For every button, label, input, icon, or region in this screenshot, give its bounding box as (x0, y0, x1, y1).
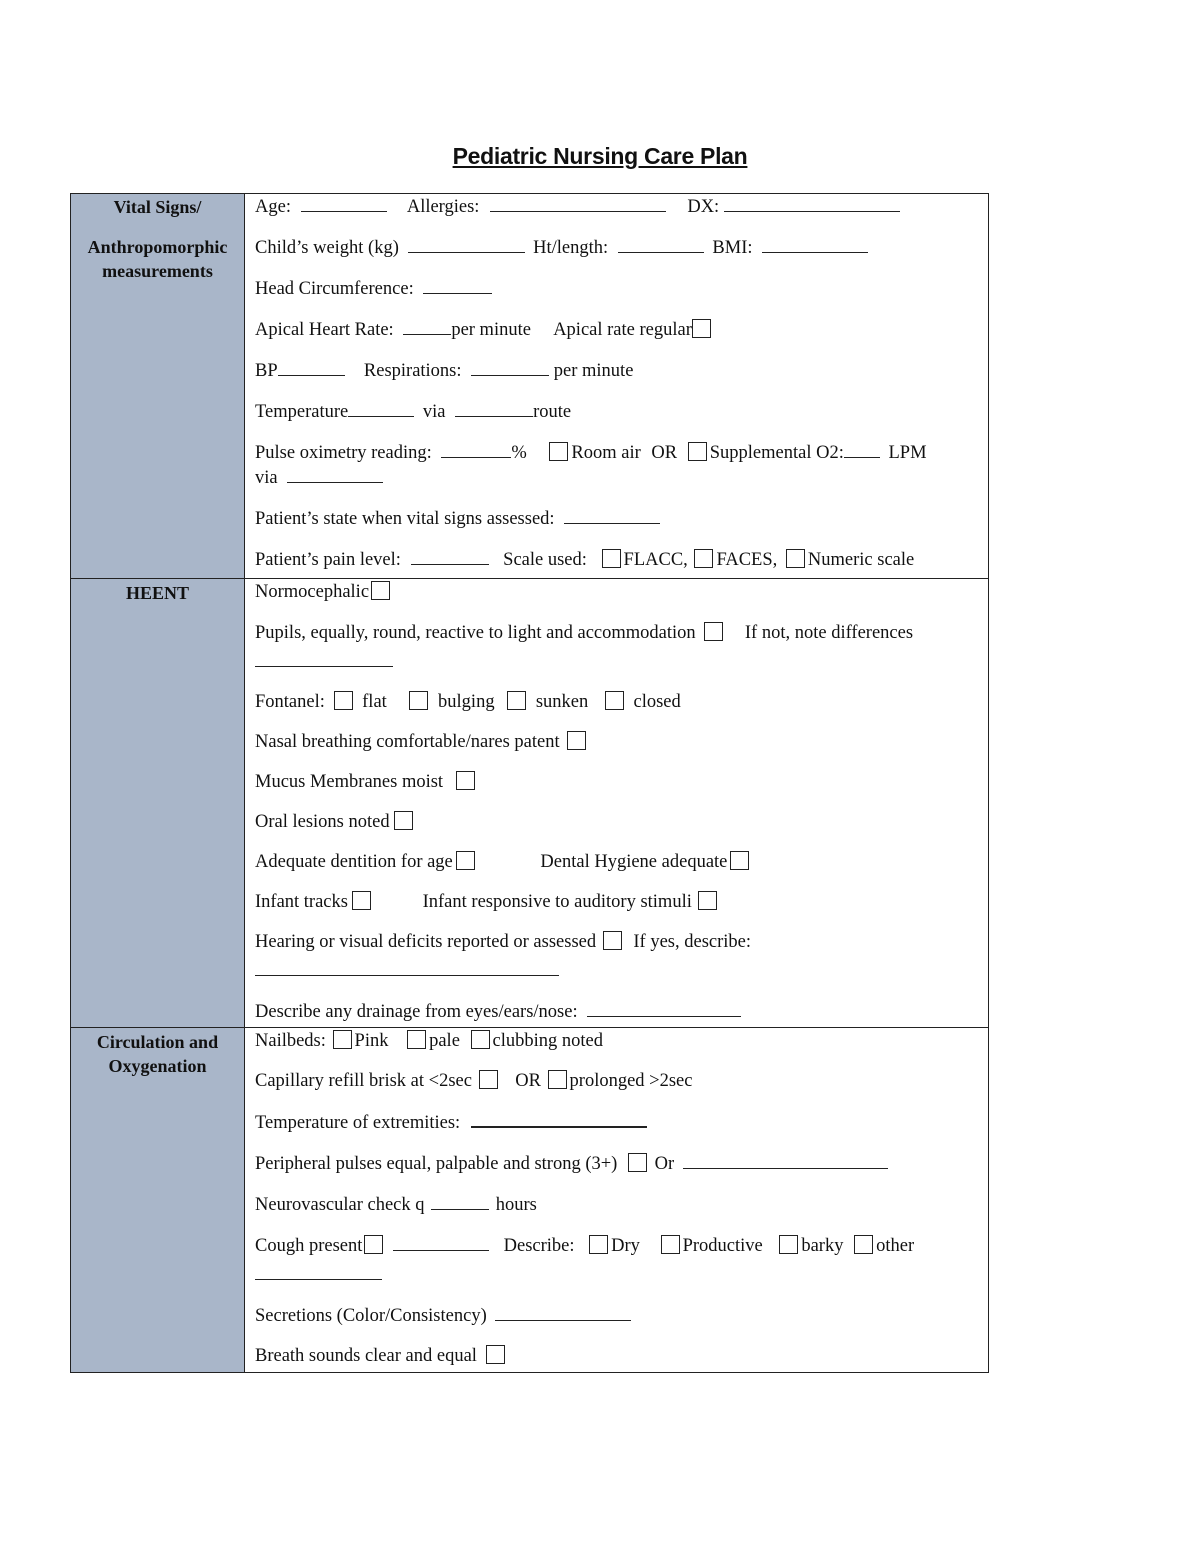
cough-other-checkbox[interactable] (854, 1235, 873, 1254)
dental-hygiene-checkbox[interactable] (730, 851, 749, 870)
weight-label: Child’s weight (kg) (255, 238, 399, 258)
drainage-field[interactable] (587, 999, 741, 1017)
section-content-circulation (245, 1028, 989, 1373)
neurovascular-label: Neurovascular check q (255, 1195, 425, 1215)
nailbeds-label: Nailbeds: (255, 1031, 326, 1051)
mucus-membranes-checkbox[interactable] (456, 771, 475, 790)
nasal-breathing-label: Nasal breathing comfortable/nares patent (255, 732, 560, 752)
fontanel-closed-label: closed (633, 692, 681, 712)
patient-state-field[interactable] (564, 506, 660, 524)
head-circumference-label: Head Circumference: (255, 279, 414, 299)
fontanel-sunken-checkbox[interactable] (507, 691, 526, 710)
bp-field[interactable] (278, 358, 345, 376)
fontanel-bulging-checkbox[interactable] (409, 691, 428, 710)
section-content-vital-signs (245, 194, 989, 579)
oral-lesions-checkbox[interactable] (394, 811, 413, 830)
secretions-field[interactable] (495, 1303, 631, 1321)
cough-productive-label: Productive (682, 1236, 763, 1256)
age-field[interactable] (301, 194, 387, 212)
nailbeds-clubbing-label: clubbing noted (492, 1031, 603, 1051)
cough-other-label: other (876, 1236, 915, 1256)
if-yes-label: If yes, describe: (633, 932, 752, 952)
supplemental-via-field[interactable] (287, 465, 383, 483)
peripheral-other-field[interactable] (683, 1151, 888, 1169)
drainage-label: Describe any drainage from eyes/ears/nose: (255, 1002, 578, 1022)
infant-tracks-label: Infant tracks (255, 892, 348, 912)
section-label-heent (71, 579, 245, 1028)
cough-checkbox[interactable] (364, 1235, 383, 1254)
temperature-label: Temperature (255, 402, 349, 422)
section-heent (71, 579, 989, 1028)
section-content-heent (245, 579, 989, 1028)
cough-other-field[interactable] (255, 1262, 382, 1280)
dentition-label: Adequate dentition for age (255, 852, 453, 872)
pulse-ox-label: Pulse oximetry reading: (255, 443, 432, 463)
temperature-field[interactable] (348, 399, 414, 417)
faces-checkbox[interactable] (694, 549, 713, 568)
pulse-ox-field[interactable] (441, 440, 511, 458)
numeric-scale-checkbox[interactable] (786, 549, 805, 568)
via-label-2: via (255, 468, 278, 488)
nailbeds-clubbing-checkbox[interactable] (471, 1030, 490, 1049)
label-heent: HEENT (125, 583, 190, 603)
fontanel-flat-label: flat (362, 692, 387, 712)
secretions-label: Secretions (Color/Consistency) (255, 1306, 487, 1326)
room-air-label: Room air (571, 443, 641, 463)
nasal-breathing-checkbox[interactable] (567, 731, 586, 750)
page-title: Pediatric Nursing Care Plan (452, 143, 748, 169)
head-circumference-field[interactable] (423, 276, 492, 294)
cap-refill-label: Capillary refill brisk at <2sec (255, 1071, 472, 1091)
peripheral-pulses-checkbox[interactable] (628, 1153, 647, 1172)
apical-regular-checkbox[interactable] (692, 319, 711, 338)
if-not-label: If not, note differences (744, 623, 914, 643)
cough-label: Cough present (255, 1236, 363, 1256)
per-minute-label: per minute (451, 320, 531, 340)
nailbeds-pale-label: pale (429, 1031, 460, 1051)
normocephalic-checkbox[interactable] (371, 581, 390, 600)
oral-lesions-label: Oral lesions noted (255, 812, 390, 832)
patient-state-label: Patient’s state when vital signs assessed: (255, 509, 555, 529)
section-vital-signs (71, 194, 989, 579)
label-anthropomorphic: Anthropomorphic measurements (87, 237, 228, 281)
or-label: OR (651, 443, 678, 463)
dentition-checkbox[interactable] (456, 851, 475, 870)
cough-barky-label: barky (801, 1236, 844, 1256)
hearing-visual-checkbox[interactable] (603, 931, 622, 950)
bp-label: BP (255, 361, 278, 381)
cap-refill-checkbox[interactable] (479, 1070, 498, 1089)
temp-extremities-field[interactable] (471, 1109, 647, 1128)
dx-field[interactable] (724, 194, 900, 212)
height-label: Ht/length: (533, 238, 609, 258)
respirations-field[interactable] (471, 358, 549, 376)
prolonged-checkbox[interactable] (548, 1070, 567, 1089)
care-plan-table (70, 193, 989, 1373)
fontanel-closed-checkbox[interactable] (605, 691, 624, 710)
section-circulation (71, 1028, 989, 1373)
infant-tracks-checkbox[interactable] (352, 891, 371, 910)
nailbeds-pink-checkbox[interactable] (333, 1030, 352, 1049)
nailbeds-pale-checkbox[interactable] (407, 1030, 426, 1049)
label-vital-signs: Vital Signs/ (113, 197, 202, 217)
weight-field[interactable] (408, 235, 525, 253)
cough-dry-checkbox[interactable] (589, 1235, 608, 1254)
peripheral-or-label: Or (654, 1154, 675, 1174)
flacc-label: FLACC, (623, 550, 688, 570)
pupils-label: Pupils, equally, round, reactive to light and accommodation (255, 623, 696, 643)
apical-heart-rate-field[interactable] (403, 317, 451, 335)
cough-describe-label: Describe: (503, 1236, 575, 1256)
temperature-via-field[interactable] (455, 399, 533, 417)
allergies-label: Allergies: (406, 197, 480, 217)
supplemental-o2-field[interactable] (844, 440, 880, 458)
respirations-label: Respirations: (363, 361, 462, 381)
hearing-describe-field[interactable] (255, 958, 559, 976)
dental-hygiene-label: Dental Hygiene adequate (540, 852, 728, 872)
route-label: route (533, 402, 572, 422)
mucus-membranes-label: Mucus Membranes moist (255, 772, 444, 792)
room-air-checkbox[interactable] (549, 442, 568, 461)
bmi-label: BMI: (712, 238, 753, 258)
prolonged-label: prolonged >2sec (569, 1071, 693, 1091)
breath-sounds-checkbox[interactable] (486, 1345, 505, 1364)
apical-regular-label: Apical rate regular (553, 320, 692, 340)
cough-barky-checkbox[interactable] (779, 1235, 798, 1254)
normocephalic-label: Normocephalic (255, 582, 370, 602)
per-minute-label-2: per minute (553, 361, 634, 381)
fontanel-bulging-label: bulging (438, 692, 495, 712)
dx-label: DX: (687, 197, 720, 217)
numeric-scale-label: Numeric scale (807, 550, 915, 570)
pain-level-label: Patient’s pain level: (255, 550, 401, 570)
pupils-checkbox[interactable] (704, 622, 723, 641)
bmi-field[interactable] (762, 235, 868, 253)
infant-auditory-label: Infant responsive to auditory stimuli (422, 892, 692, 912)
hours-label: hours (495, 1195, 537, 1215)
height-field[interactable] (618, 235, 704, 253)
fontanel-flat-checkbox[interactable] (334, 691, 353, 710)
cough-dry-label: Dry (611, 1236, 640, 1256)
label-circulation: Circulation and (96, 1032, 219, 1052)
section-label-vital-signs (71, 194, 245, 579)
peripheral-pulses-label: Peripheral pulses equal, palpable and strong (3+) (255, 1154, 618, 1174)
label-oxygenation: Oxygenation (108, 1056, 207, 1076)
cap-or-label: OR (515, 1071, 541, 1091)
temp-extremities-label: Temperature of extremities: (255, 1113, 461, 1133)
infant-auditory-checkbox[interactable] (698, 891, 717, 910)
percent-label: % (511, 443, 527, 463)
flacc-checkbox[interactable] (602, 549, 621, 568)
cough-field[interactable] (393, 1233, 489, 1251)
faces-label: FACES, (716, 550, 778, 570)
nailbeds-pink-label: Pink (354, 1031, 389, 1051)
supplemental-o2-checkbox[interactable] (688, 442, 707, 461)
pupils-differences-field[interactable] (255, 649, 393, 667)
age-label: Age: (255, 197, 291, 217)
neurovascular-field[interactable] (431, 1192, 489, 1210)
cough-productive-checkbox[interactable] (661, 1235, 680, 1254)
lpm-label: LPM (888, 443, 927, 463)
supplemental-o2-label: Supplemental O2: (709, 443, 844, 463)
allergies-field[interactable] (490, 194, 666, 212)
fontanel-sunken-label: sunken (535, 692, 589, 712)
fontanel-label: Fontanel: (255, 692, 325, 712)
hearing-visual-label: Hearing or visual deficits reported or assessed (255, 932, 597, 952)
breath-sounds-label: Breath sounds clear and equal (255, 1346, 477, 1366)
scale-used-label: Scale used: (503, 550, 587, 570)
apical-heart-rate-label: Apical Heart Rate: (255, 320, 394, 340)
pain-level-field[interactable] (411, 547, 489, 565)
section-label-circulation (71, 1028, 245, 1373)
via-label: via (422, 402, 446, 422)
